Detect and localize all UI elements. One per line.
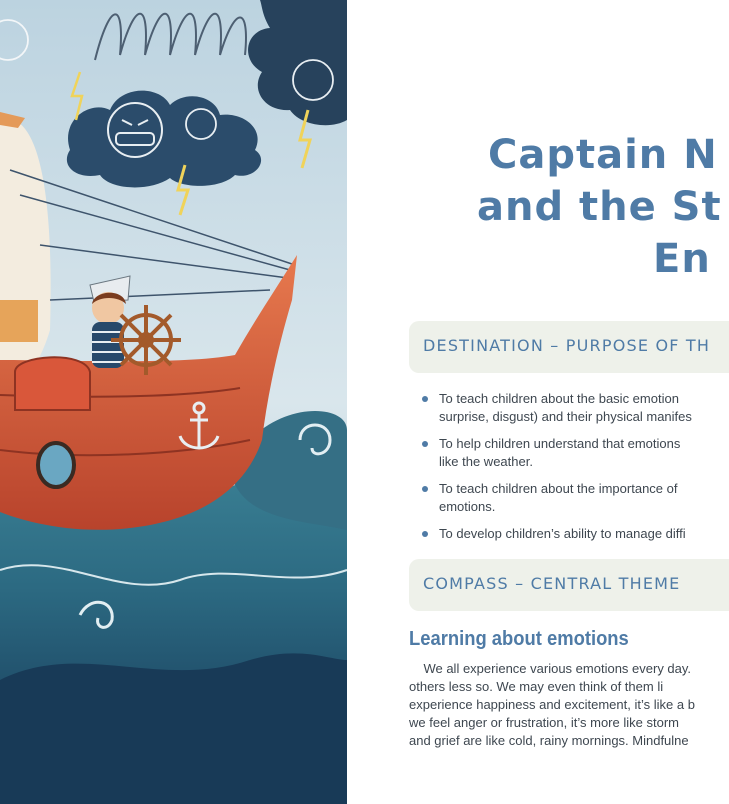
list-item [419, 480, 719, 516]
bullet-dot-icon [422, 441, 428, 447]
bullet-dot-icon [422, 531, 428, 537]
destination-section-label: DESTINATION – PURPOSE OF TH [423, 336, 711, 355]
wave-dark [0, 653, 347, 804]
body-line: and grief are like cold, rainy mornings. Mindfulne [409, 733, 689, 748]
compass-section-label: COMPASS – CENTRAL THEME [423, 574, 681, 593]
body-line: We all experience various emotions every day. [409, 661, 692, 676]
purpose-bullet-list [419, 390, 719, 552]
page-title-line: Captain N [488, 132, 718, 178]
list-item [419, 525, 719, 543]
text-page [347, 0, 722, 804]
bullet-line: surprise, disgust) and their physical manifes [439, 409, 692, 424]
page-title-line: En [653, 236, 711, 282]
section-heading: Learning about emotions [409, 628, 629, 650]
bullet-line: emotions. [439, 499, 496, 514]
bullet-line: To teach children about the basic emotion [439, 391, 679, 406]
body-line: others less so. We may even think of them li [409, 679, 664, 694]
body-paragraph [409, 660, 729, 750]
bullet-line: To develop children’s ability to manage diffi [439, 526, 686, 541]
porthole [38, 443, 74, 487]
destination-section-band [409, 321, 729, 373]
body-line: we feel anger or frustration, it’s more like storm [409, 715, 679, 730]
ship-wheel-icon [111, 305, 181, 375]
compass-section-band [409, 559, 729, 611]
bullet-line: To teach children about the importance of [439, 481, 678, 496]
page-title-line: and the St [477, 184, 722, 230]
list-item [419, 435, 719, 471]
ship-illustration [0, 0, 347, 804]
body-line: experience happiness and excitement, it’s like a b [409, 697, 695, 712]
bullet-dot-icon [422, 396, 428, 402]
ship-cabin [15, 357, 90, 410]
list-item [419, 390, 719, 426]
bullet-dot-icon [422, 486, 428, 492]
bullet-line: To help children understand that emotions [439, 436, 681, 451]
ship-sail-patch [0, 300, 38, 342]
bullet-line: like the weather. [439, 454, 533, 469]
